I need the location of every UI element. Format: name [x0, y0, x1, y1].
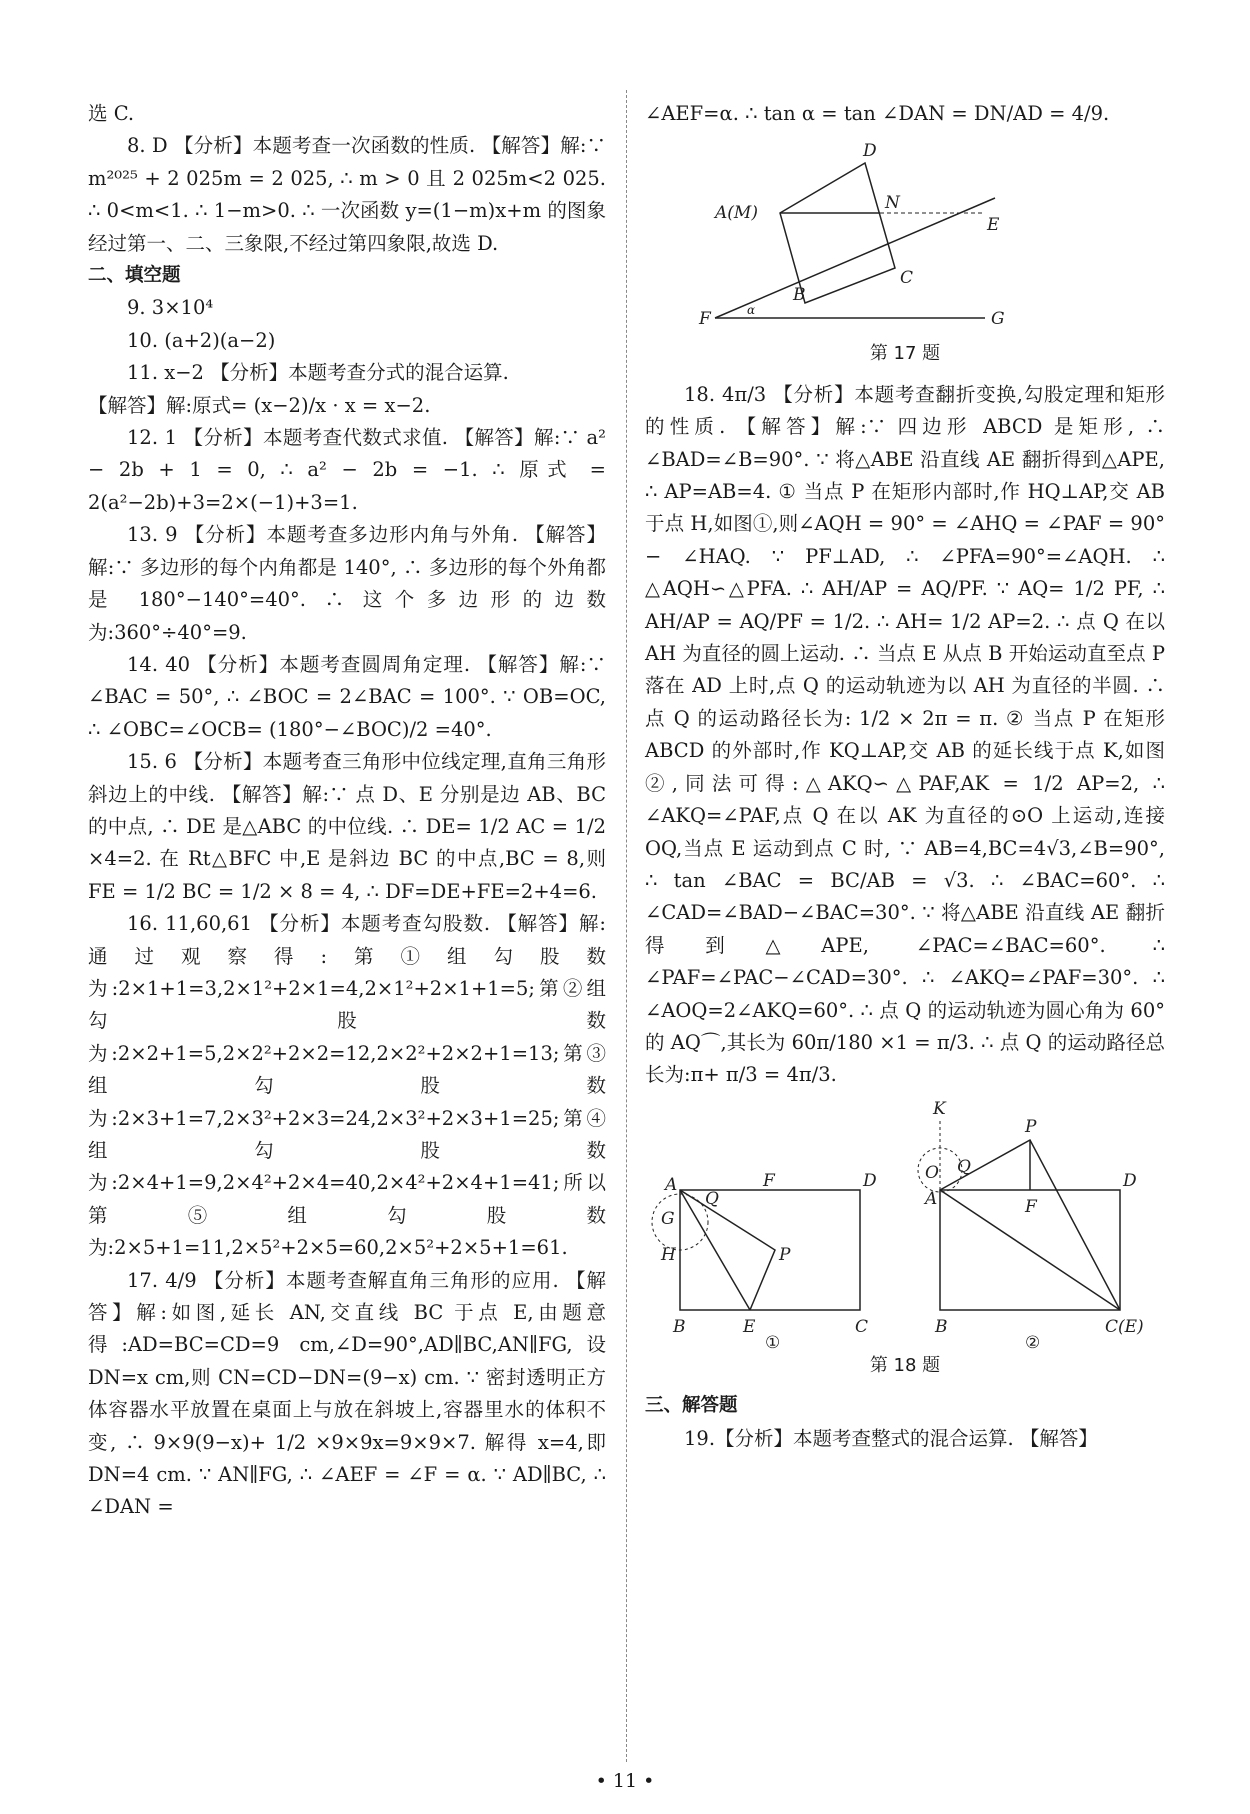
answer-16: 16. 11,60,61 【分析】本题考查勾股数. 【解答】解:通过观察得:第①组勾股数为:2×1+1=3,2×1²+2×1=4,2×1²+2×1+1=5;第②组勾股数为:2×2+1=5,2×2²+2×2=12,2×2²+2×2+1=13;第③组勾股数为:2×3+1=7,2×3²+2×3=24,2×3²+2×3+1=25;第④组勾股数为:2×4+1=9,2×4²+2×4=40,2×4²+2×4+1=41;所以第⑤组勾股数为:2×5+1=11,2×5²+2×5=60,2×5²+2×5+1=61.	[88, 912, 606, 1260]
page-number: • 11 •	[595, 1770, 655, 1792]
answer-18: 18. 4π/3 【分析】本题考查翻折变换,勾股定理和矩形的性质. 【解答】解:∵ 四边形 ABCD 是矩形, ∴ ∠BAD=∠B=90°. ∵ 将△ABE 沿直线 AE 翻折得到△APE, ∴ AP=AB=4. ① 当点 P 在矩形内部时,作 HQ⊥AP,交 AB 于点 H,如图①,则∠AQH = 90° = ∠AHQ = ∠PAF = 90° − ∠HAQ. ∵ PF⊥AD, ∴ ∠PFA=90°=∠AQH. ∴ △AQH∽△PFA. ∴ AH/AP = AQ/PF. ∵ AQ= 1/2 PF, ∴ AH/AP = AQ/PF = 1/2. ∴ AH= 1/2 AP=2. ∴ 点 Q 在以 AH 为直径的圆上运动. ∴ 当点 E 从点 B 开始运动直至点 P 落在 AD 上时,点 Q 的运动轨迹为以 AH 为直径的半圆. ∴ 点 Q 的运动路径长为: 1/2 × 2π = π. ② 当点 P 在矩形 ABCD 的外部时,作 KQ⊥AP,交 AB 的延长线于点 K,如图②,同法可得:△AKQ∽△PAF,AK = 1/2 AP=2, ∴ ∠AKQ=∠PAF,点 Q 在以 AK 为直径的⊙O 上运动,连接 OQ,当点 E 运动到点 C 时, ∵ AB=4,BC=4√3,∠B=90°, ∴ tan ∠BAC = BC/AB = √3. ∴ ∠BAC=60°. ∴ ∠CAD=∠BAD−∠BAC=30°. ∵ 将△ABE 沿直线 AE 翻折得到△APE, ∠PAC=∠BAC=60°. ∴ ∠PAF=∠PAC−∠CAD=30°. ∴ ∠AKQ=∠PAF=30°. ∴ ∠AOQ=2∠AKQ=60°. ∴ 点 Q 的运动轨迹为圆心角为 60°的 AQ⌒,其长为 60π/180 ×1 = π/3. ∴ 点 Q 的运动路径总长为:π+ π/3 = 4π/3.	[645, 382, 1165, 1087]
fig17-label-G: G	[991, 309, 1005, 330]
figure-18-diagram	[645, 1100, 1165, 1350]
answer-7-end: 选 C.	[88, 102, 135, 125]
fig17-label-alpha: α	[747, 303, 756, 318]
right-column	[645, 98, 1165, 1455]
fig18-1-label-P: P	[779, 1244, 791, 1265]
figure-17	[645, 138, 1165, 370]
column-divider	[626, 90, 627, 1762]
fig18-1-label-Q: Q	[705, 1188, 719, 1209]
fig18-2-label-O: O	[925, 1162, 939, 1183]
fig18-1-label-A: A	[665, 1174, 678, 1195]
fig18-1-label-B: B	[673, 1316, 686, 1337]
fig17-label-F: F	[699, 309, 711, 330]
fig17-label-N: N	[885, 193, 900, 214]
fig17-label-B: B	[793, 285, 806, 306]
left-column	[88, 98, 606, 1524]
answer-11: 11. x−2 【分析】本题考查分式的混合运算.	[127, 361, 509, 385]
fig17-label-D: D	[863, 141, 877, 162]
section-solutions: 三、解答题	[645, 1395, 738, 1417]
fig18-2-label-CE: C(E)	[1105, 1316, 1144, 1337]
fig18-2-label-D: D	[1123, 1170, 1137, 1191]
answer-8: 8. D 【分析】本题考查一次函数的性质. 【解答】解:∵ m²⁰²⁵ + 2 025m = 2 025, ∴ m > 0 且 2 025m<2 025. ∴ 0<m<1. ∴ 1−m>0. ∴ 一次函数 y=(1−m)x+m 的图象经过第一、二、三象限,不经过第四象限,故选 D.	[88, 134, 606, 255]
answer-12: 12. 1 【分析】本题考查代数式求值. 【解答】解:∵ a² − 2b + 1 = 0, ∴ a² − 2b = −1. ∴ 原式 = 2(a²−2b)+3=2×(−1)+3=1.	[88, 426, 606, 514]
fig18-1-label-H: H	[661, 1244, 676, 1265]
fig18-1-label-F: F	[763, 1170, 775, 1191]
fig18-2-label-P: P	[1025, 1116, 1037, 1137]
figure-18	[645, 1100, 1165, 1382]
answer-19: 19.【分析】本题考查整式的混合运算. 【解答】	[684, 1426, 1098, 1450]
figure-17-diagram	[695, 138, 1115, 338]
fig18-1-label-G: G	[661, 1208, 675, 1229]
answer-17-end: ∠AEF=α. ∴ tan α = tan ∠DAN = DN/AD = 4/9.	[645, 102, 1110, 125]
answer-13: 13. 9 【分析】本题考查多边形内角与外角. 【解答】解:∵ 多边形的每个内角都是 140°, ∴ 多边形的每个外角都是 180°−140°=40°. ∴ 这个多边形的边数为:360°÷40°=9.	[88, 523, 606, 644]
fig18-2-label-A: A	[925, 1188, 938, 1209]
figure-18-caption: 第 18 题	[869, 1354, 941, 1376]
fig18-sub2: ②	[1025, 1332, 1041, 1350]
answer-15: 15. 6 【分析】本题考查三角形中位线定理,直角三角形斜边上的中线. 【解答】解:∵ 点 D、E 分别是边 AB、BC 的中点, ∴ DE 是△ABC 的中位线. ∴ DE= 1/2 AC = 1/2 ×4=2. 在 Rt△BFC 中,E 是斜边 BC 的中点,BC = 8,则 FE = 1/2 BC = 1/2 × 8 = 4, ∴ DF=DE+FE=2+4=6.	[88, 750, 606, 903]
fig18-2-label-K: K	[933, 1099, 946, 1119]
answer-11-solution: 【解答】解:原式= (x−2)/x · x = x−2.	[88, 393, 431, 417]
section-fill-in: 二、填空题	[88, 265, 181, 287]
figure-17-caption: 第 17 题	[869, 343, 941, 365]
fig18-1-label-D: D	[863, 1170, 877, 1191]
fig18-1-label-C: C	[855, 1316, 869, 1337]
fig17-label-E: E	[987, 215, 1000, 236]
fig17-label-A: A(M)	[715, 203, 758, 224]
answer-17: 17. 4/9 【分析】本题考查解直角三角形的应用. 【解答】解:如图,延长 AN,交直线 BC 于点 E,由题意得:AD=BC=CD=9 cm,∠D=90°,AD∥BC,AN∥FG,设 DN=x cm,则 CN=CD−DN=(9−x) cm. ∵ 密封透明正方体容器水平放置在桌面上与放在斜坡上,容器里水的体积不变, ∴ 9×9(9−x)+ 1/2 ×9×9x=9×9×7. 解得 x=4,即 DN=4 cm. ∵ AN∥FG, ∴ ∠AEF = ∠F = α. ∵ AD∥BC, ∴ ∠DAN =	[88, 1268, 606, 1519]
fig17-label-C: C	[900, 268, 914, 289]
answer-9: 9. 3×10⁴	[127, 296, 214, 320]
answer-10: 10. (a+2)(a−2)	[127, 328, 276, 352]
fig18-2-label-B: B	[935, 1316, 948, 1337]
fig18-2-label-F: F	[1025, 1196, 1037, 1217]
fig18-sub1: ①	[765, 1332, 781, 1350]
answer-14: 14. 40 【分析】本题考查圆周角定理. 【解答】解:∵ ∠BAC = 50°, ∴ ∠BOC = 2∠BAC = 100°. ∵ OB=OC, ∴ ∠OBC=∠OCB= (180°−∠BOC)/2 =40°.	[88, 652, 606, 741]
fig18-2-label-Q: Q	[957, 1156, 971, 1177]
fig18-1-label-E: E	[743, 1316, 756, 1337]
